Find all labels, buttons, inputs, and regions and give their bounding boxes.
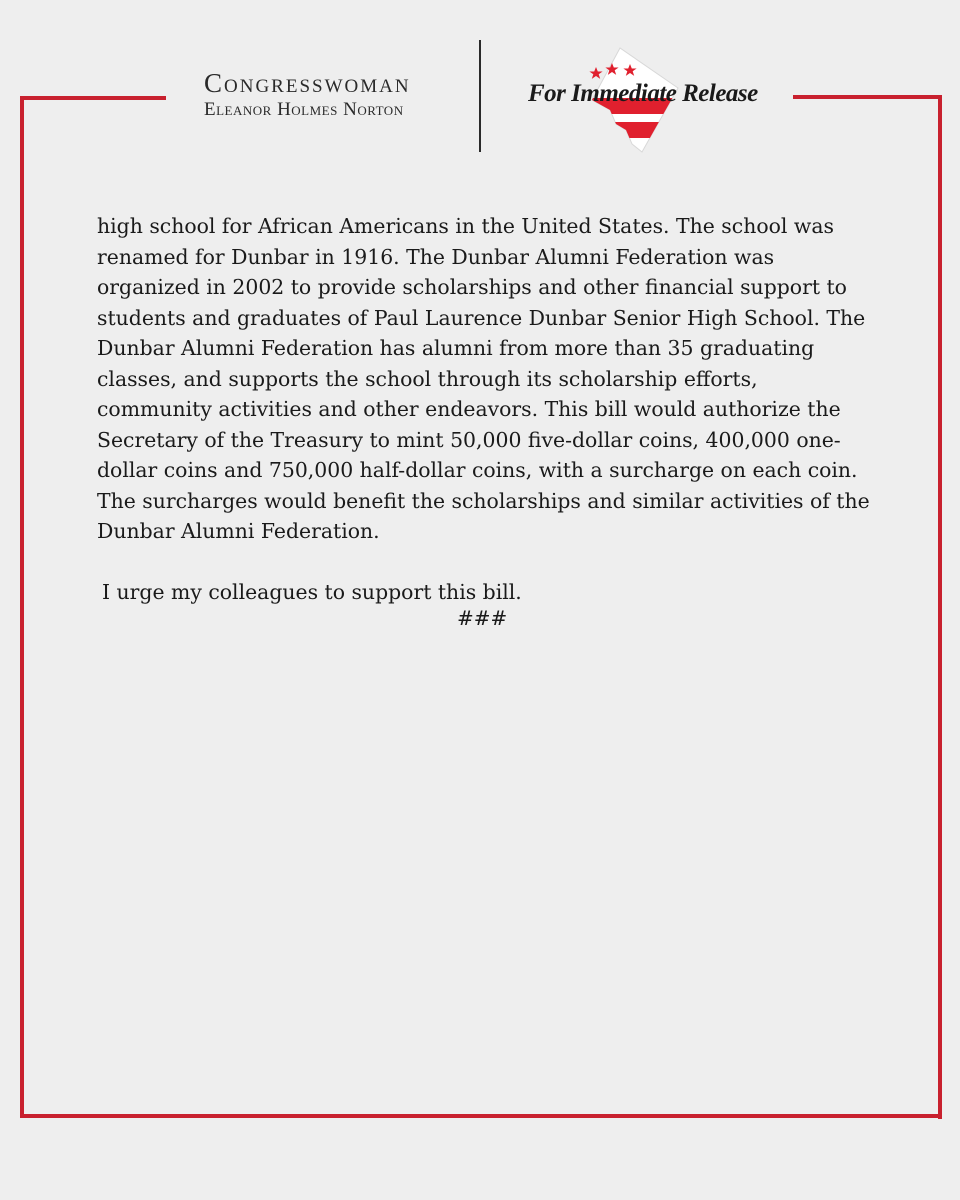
release-label: For Immediate Release [528, 80, 758, 107]
frame-left [20, 96, 24, 1118]
congresswoman-name [204, 68, 444, 122]
end-mark: ### [457, 606, 508, 630]
body-paragraph: high school for African Americans in the United States. The school was renamed for Dunbar in 1916. The Dunbar Alumni Federation was organized in 2002 to provide scholarships and other financial support to students and graduates of Paul Laurence Dunbar Senior High School. The Dunbar Alumni Federation has alumni from more than 35 graduating classes, and supports the school through its scholarship efforts, community activities and other endeavors. This bill would authorize the Secretary of the Treasury to mint 50,000 five-dollar coins, 400,000 one-dollar coins and 750,000 half-dollar coins, with a surcharge on each coin. The surcharges would benefit the scholarships and similar activities of the Dunbar Alumni Federation. [97, 214, 870, 543]
frame-bottom [20, 1114, 942, 1118]
closing-statement: I urge my colleagues to support this bill. [102, 579, 522, 604]
frame-top-left [20, 96, 166, 100]
frame-right [938, 95, 942, 1119]
title-line1: Congresswoman [204, 68, 411, 98]
frame-top-right [793, 95, 942, 99]
header-divider [479, 40, 481, 152]
title-line2: Eleanor Holmes Norton [204, 99, 404, 120]
press-release-body [97, 211, 872, 607]
